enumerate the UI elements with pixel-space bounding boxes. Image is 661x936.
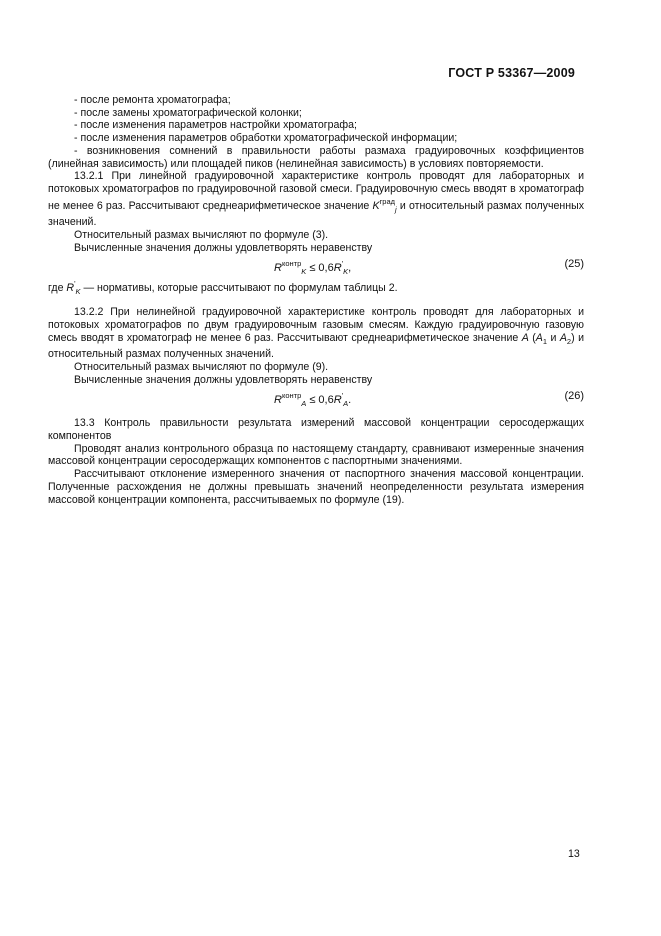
formula-expression: $R^{контр}_A \le 0,6R'_A$. <box>274 391 352 409</box>
paragraph-text: Относительный размах вычисляют по формуле (9). <box>74 360 329 373</box>
k-symbol: K <box>372 199 380 212</box>
formula-number: (26) <box>564 390 584 403</box>
section-13-3-title: 13.3 Контроль правильности результата измерений массовой концентрации серосодержащих компонентов <box>48 417 584 443</box>
where-clause: где $R'_K$ — нормативы, которые рассчитывают по формулам таблицы 2. <box>48 279 398 297</box>
list-item: - после изменения параметров настройки хроматографа; <box>74 119 357 132</box>
paragraph-text: Проводят анализ контрольного образца по настоящему стандарту, сравнивают измеренные значения массовой концентрации серосодержащих компонентов с паспортными значениями. <box>48 442 584 468</box>
paragraph-text: Относительный размах вычисляют по формуле (3). <box>74 229 329 242</box>
list-item: - после ремонта хроматографа; <box>74 94 231 106</box>
page-content <box>48 94 584 506</box>
list-item: - возникновения сомнений в правильности работы размаха градуировочных коэффициентов (линейная зависимость) или площадей пиков (нелинейная зависимость) в условиях повторяемости. <box>48 144 584 170</box>
document-id: ГОСТ Р 53367—2009 <box>448 66 575 80</box>
page-number: 13 <box>568 848 580 860</box>
list-item: - после замены хроматографической колонки; <box>74 106 302 119</box>
formula-expression: $R^{контр}_K \le 0,6R'_K$, <box>274 259 352 277</box>
formula-25 <box>48 254 584 276</box>
paragraph-text: Вычисленные значения должны удовлетворять неравенству <box>74 241 373 254</box>
formula-number: (25) <box>564 258 584 271</box>
paragraph-text: Вычисленные значения должны удовлетворять неравенству <box>74 373 373 386</box>
paragraph-text: Рассчитывают отклонение измеренного значения от паспортного значения массовой концентрации. Полученные расхождения не должны превышать значений неопределенности результата измерения массовой концентрации компонента, рассчитываемых по формуле (19). <box>48 468 584 506</box>
list-item: - после изменения параметров обработки хроматографической информации; <box>74 132 458 145</box>
paragraph-13-2-2: 13.2.2 При нелинейной градуировочной характеристике контроль проводят для лабораторных и потоковых хроматографов по двум градуировочным газовым смесям. Каждую градуировочную газовую смесь вводят в хроматограф не менее 6 раз. Рассчитывают среднеарифметическое значение A ($A_1$ и $A_2$) и относительный размах полученных значений. <box>48 306 584 361</box>
formula-26 <box>48 386 584 408</box>
paragraph-13-2-1: 13.2.1 При линейной градуировочной характеристике контроль проводят для лабораторных и потоковых хроматографов по градуировочной газовой смеси. Градуировочную смесь вводят в хроматограф не менее 6 раз. Рассчитывают среднеарифметическое значение $K^{град}_j$ и относительный размах полученных значений. <box>48 170 584 229</box>
